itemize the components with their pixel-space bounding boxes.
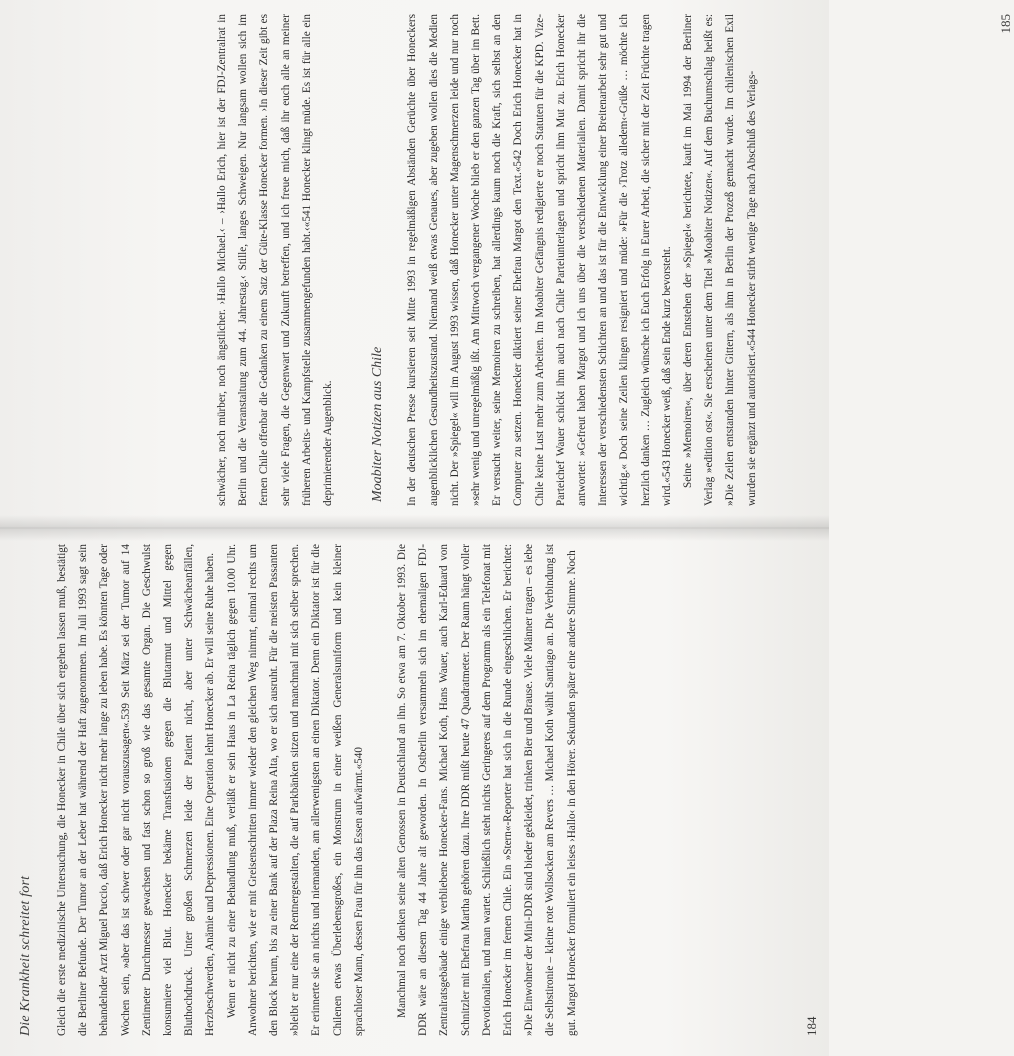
paragraph: Wenn er nicht zu einer Behandlung muß, verläßt er sein Haus in La Reina täglich gegen 10.00 Uhr. Anwohner berichten, wie er mit Greisenschritten immer wieder den gleichen Weg nimmt, einmal rechts um den Block herum, bis zu einer Bank auf der Plaza Reina Alta, wo er sich ausruht. Für die meisten Passanten »bleibt er nur eine der Rentnergestalten, die auf Parkbänken sitzen und manchmal mit sich selber sprechen. Er erinnerte sie an nichts und niemanden, am allerwenigsten an einen Diktator. Denn ein Diktator ist für die Chilenen etwas Überlebensgroßes, ein Monstrum in einer weißen Generalsuniform und kein kleiner sprachloser Mann, dessen Frau für ihn das Essen aufwärmt.«540 xyxy=(225,544,365,1036)
page-number: 185 xyxy=(998,14,1013,34)
paragraph: Manchmal noch denken seine alten Genossen in Deutschland an ihn. So etwa am 7. Oktober 1993. Die DDR wäre an diesem Tag 44 Jahre alt geworden. In Ostberlin versammeln sich im ehemaligen FDJ-Zentralratsgebäude einige verbliebene Honecker-Fans. Michael Koth, Hans Wauer, auch Karl-Eduard von Schnitzler mit Ehefrau Martha gehören dazu. Ihre DDR mißt heute 47 Quadratmeter. Der Raum hängt voller Devotionalien, und man wartet. Schließlich steht nichts Geringeres auf dem Programm als ein Telefonat mit Erich Honecker im fernen Chile. Ein »Stern«-Reporter hat sich in die Runde eingeschlichen. Er berichtet: »Die Einwohner der Mini-DDR sind bieder gekleidet, trinken Bier und Brause. Viele Männer tragen – es lebe die Selbstironie – kleine rote Wollsocken am Revers … Michael Koth wählt Santiago an. Die Verbindung ist gut. Margot Honecker formuliert ein leises ›Hallo‹ in den Hörer. Sekunden später eine andere Stimme. Noch xyxy=(396,544,578,1036)
left-page-body xyxy=(52,540,583,1040)
right-page xyxy=(212,10,1013,510)
section-title: Moabiter Notizen aus Chile xyxy=(370,346,386,502)
paragraph: In der deutschen Presse kursieren seit Mitte 1993 in regelmäßigen Abständen Gerüchte über Honeckers augenblicklichen Gesundheitszustand. Niemand weiß etwas Genaues, aber zugeben wollen dies die Medien nicht. Der »Spiegel« will im August 1993 wissen, daß Honecker unter Magenschmerzen leide und nur noch »sehr wenig und unregelmäßig ißt. Am Mittwoch vergangener Woche blieb er den ganzen Tag über im Bett. Er versucht weiter, seine Memoiren zu schreiben, hat allerdings kaum noch die Kraft, sich selbst an den Computer zu setzen. Honecker diktiert seiner Ehefrau Margot den Text.«542 Doch Erich Honecker hat in Chile keine Lust mehr zum Arbeiten. Im Moabiter Gefängnis redigierte er noch Statuten für die KPD. Vize-Parteichef Wauer schickt ihm auch nach Chile Parteiunterlagen und spricht ihm Mut zu. Erich Honecker antwortet: »Gefreut haben Margot und ich uns über die verschiedenen Materialien. Damit spricht ihr die Interessen der verschiedensten Schichten an und das ist für die Entwicklung einer Breitenarbeit sehr gut und wichtig.« Doch seine Zeilen klingen resigniert und müde: »Für die ›Trotz alledem‹-Grüße … möchte ich herzlich danken … Zugleich wünsche ich Euch Erfolg in Eurer Arbeit, die sicher mit der Zeit Früchte tragen wird.«543 Honecker weiß, daß sein Ende kurz bevorsteht. xyxy=(406,14,673,506)
paragraph-gap xyxy=(370,544,392,1036)
left-page xyxy=(18,540,819,1040)
paragraph: Seine »Memoiren«, über deren Entstehen der »Spiegel« berichtete, kauft im Mai 1994 der Berliner Verlag »edition ost«. Sie erscheinen unter dem Titel »Moabiter Notizen«. Auf dem Buchumschlag heißt es: »Die Zeilen entstanden hinter Gittern, als ihm in Berlin der Prozeß gemacht wurde. Im chilenischen Exil wurden sie ergänzt und autorisiert.«544 Honecker stirbt wenige Tage nach Abschluß des Verlags- xyxy=(682,14,758,506)
paragraph: Gleich die erste medizinische Untersuchung, die Honecker in Chile über sich ergehen lassen muß, bestätigt die Berliner Befunde. Der Tumor an der Leber hat während der Haft zugenommen. Im Juli 1993 sagt sein behandelnder Arzt Miguel Puccio, daß Erich Honecker nicht mehr lange zu leben habe. Es könnten Tage oder Wochen sein, »aber das ist schwer oder gar nicht vorauszusagen«.539 Seit März sei der Tumor auf 14 Zentimeter Durchmesser gewachsen und fast schon so groß wie das gesamte Organ. Die Geschwulst konsumiere viel Blut. Honecker bekäme Transfusionen gegen die Blutarmut und Mittel gegen Bluthochdruck. Unter großen Schmerzen leide der Patient nicht, aber unter Schwächeanfällen, Herzbeschwerden, Anämie und Depressionen. Eine Operation lehnt Honecker ab. Er will seine Ruhe haben. xyxy=(56,544,217,1036)
paragraph: schwächer, noch mürber, noch ängstlicher. ›Hallo Michael.‹ – ›Hallo Erich, hier ist der FDJ-Zentralrat in Berlin und die Veranstaltung zum 44. Jahrestag.‹ Stille, langes Schweigen. Nur langsam wollen sich im fernen Chile offenbar die Gedanken zu einem Satz der Güte-Klasse Honecker formen. ›In dieser Zeit gibt es sehr viele Fragen, die Gegenwart und Zukunft betreffen, und ich freue mich, daß ihr euch alle an meiner früheren Arbeits- und Kampfstelle zusammengefunden habt.‹«541 Honecker klingt müde. Es ist für alle ein deprimierender Augenblick. xyxy=(216,14,335,506)
book-gutter xyxy=(0,515,829,541)
right-page-body xyxy=(212,10,763,510)
running-head: Die Krankheit schreitet fort xyxy=(18,875,33,1036)
section-gap xyxy=(339,14,361,506)
page-number: 184 xyxy=(804,1016,819,1036)
